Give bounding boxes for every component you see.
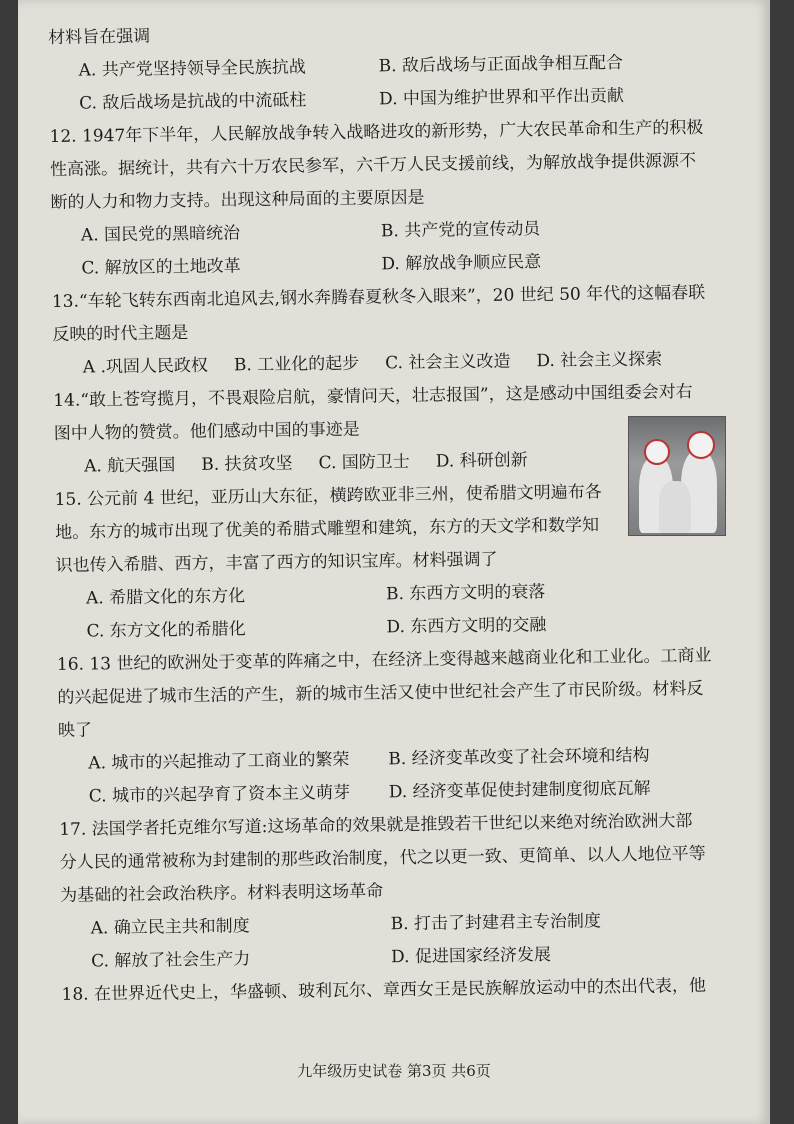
q16-stem-line2: 的兴起促进了城市生活的产生，新的城市生活又使中世纪社会产生了市民阶级。材料反 bbox=[57, 678, 704, 708]
astronaut-figure-front bbox=[659, 481, 691, 533]
q12-stem-line2: 性高涨。据统计，共有六十万农民参军，六千万人民支援前线，为解放战争提供源源不 bbox=[49, 150, 697, 180]
q12-stem-line1: 12. 1947年下半年，人民解放战争转入战略进攻的新形势，广大农民革命和生产的积极 bbox=[49, 117, 704, 147]
q17-stem-line3: 为基础的社会政治秩序。材料表明这场革命 bbox=[60, 881, 384, 906]
q12-option-b: B. 共产党的宣传动员 bbox=[380, 219, 541, 242]
q16-stem-line3: 映了 bbox=[57, 720, 93, 741]
q15-option-a: A. 希腊文化的东方化 bbox=[85, 586, 246, 609]
q13-option-c: C. 社会主义改造 bbox=[385, 351, 511, 374]
q15-stem-line1: 15. 公元前 4 世纪，亚历山大东征，横跨欧亚非三州，使希腊文明遍布各 bbox=[54, 482, 602, 510]
q11-stem-tail: 材料旨在强调 bbox=[48, 26, 151, 48]
q15-option-d: D. 东西方文明的交融 bbox=[386, 615, 547, 638]
q16-option-a: A. 城市的兴起推动了工商业的繁荣 bbox=[88, 749, 350, 774]
astronauts-photo bbox=[628, 416, 726, 536]
q18-stem-line1: 18. 在世界近代史上，华盛顿、玻利瓦尔、章西女王是民族解放运动中的杰出代表，他 bbox=[61, 975, 707, 1005]
q14-option-b: B. 扶贫攻坚 bbox=[201, 453, 293, 475]
q14-option-a: A. 航天强国 bbox=[84, 455, 176, 477]
q12-option-a: A. 国民党的黑暗统治 bbox=[80, 223, 241, 246]
q16-stem-line1: 16. 13 世纪的欧洲处于变革的阵痛之中，在经济上变得越来越商业化和工业化。工商业 bbox=[56, 645, 712, 675]
q16-option-c: C. 城市的兴起孕育了资本主义萌芽 bbox=[88, 782, 351, 807]
q14-option-c: C. 国防卫士 bbox=[318, 451, 410, 474]
q15-stem-line2: 地。东方的城市出现了优美的希腊式雕塑和建筑，东方的天文学和数学知 bbox=[54, 515, 600, 543]
q17-stem-line1: 17. 法国学者托克维尔写道:这场革命的效果就是推毁若干世纪以来绝对统治欧洲大部 bbox=[59, 811, 693, 840]
q15-stem-line3: 识也传入希腊、西方，丰富了西方的知识宝库。材料强调了 bbox=[55, 549, 498, 576]
q11-option-c: C. 敌后战场是抗战的中流砥柱 bbox=[79, 90, 307, 114]
q13-stem-line1: 13.“车轮飞转东西南北追风去,钢水奔腾春夏秋冬入眼来”，20 世纪 50 年代的这幅春联 bbox=[51, 282, 706, 312]
q17-option-d: D. 促进国家经济发展 bbox=[390, 945, 552, 968]
q12-option-d: D. 解放战争顺应民意 bbox=[381, 252, 542, 275]
q16-option-d: D. 经济变革促使封建制度彻底瓦解 bbox=[388, 778, 651, 803]
q14-option-d: D. 科研创新 bbox=[435, 450, 528, 472]
q12-option-c: C. 解放区的土地改革 bbox=[81, 256, 241, 279]
q17-option-a: A. 确立民主共和制度 bbox=[90, 916, 250, 939]
q14-stem-line2: 图中人物的赞赏。他们感动中国的事迹是 bbox=[53, 419, 360, 444]
exam-page bbox=[18, 0, 770, 1124]
q11-option-b: B. 敌后战场与正面战争相互配合 bbox=[378, 52, 624, 77]
q11-option-d: D. 中国为维护世界和平作出贡献 bbox=[378, 85, 625, 110]
q13-stem-line2: 反映的时代主题是 bbox=[52, 323, 189, 345]
astronaut-helmet-left bbox=[644, 439, 670, 465]
q16-option-b: B. 经济变革改变了社会环境和结构 bbox=[388, 745, 650, 770]
q15-option-c: C. 东方文化的希腊化 bbox=[86, 619, 246, 642]
q11-option-a: A. 共产党坚持领导全民族抗战 bbox=[78, 57, 306, 81]
q17-stem-line2: 分人民的通常被称为封建制的那些政治制度，代之以更一致、更简单、以人人地位平等 bbox=[59, 843, 706, 873]
q13-option-a: A .巩固人民政权 bbox=[82, 355, 209, 378]
page-footer: 九年级历史试卷 第3页 共6页 bbox=[297, 1062, 491, 1080]
q14-stem-line1: 14.“敢上苍穹揽月，不畏艰险启航，豪情问天，壮志报国”，这是感动中国组委会对右 bbox=[53, 382, 693, 411]
astronaut-helmet-right bbox=[687, 431, 715, 459]
q17-option-b: B. 打击了封建君主专治制度 bbox=[390, 911, 602, 935]
q15-option-b: B. 东西方文明的衰落 bbox=[385, 582, 546, 605]
q17-option-c: C. 解放了社会生产力 bbox=[90, 949, 251, 972]
q12-stem-line3: 断的人力和物力支持。出现这种局面的主要原因是 bbox=[50, 187, 425, 213]
q13-option-d: D. 社会主义探索 bbox=[536, 349, 663, 372]
q13-option-b: B. 工业化的起步 bbox=[233, 353, 360, 376]
